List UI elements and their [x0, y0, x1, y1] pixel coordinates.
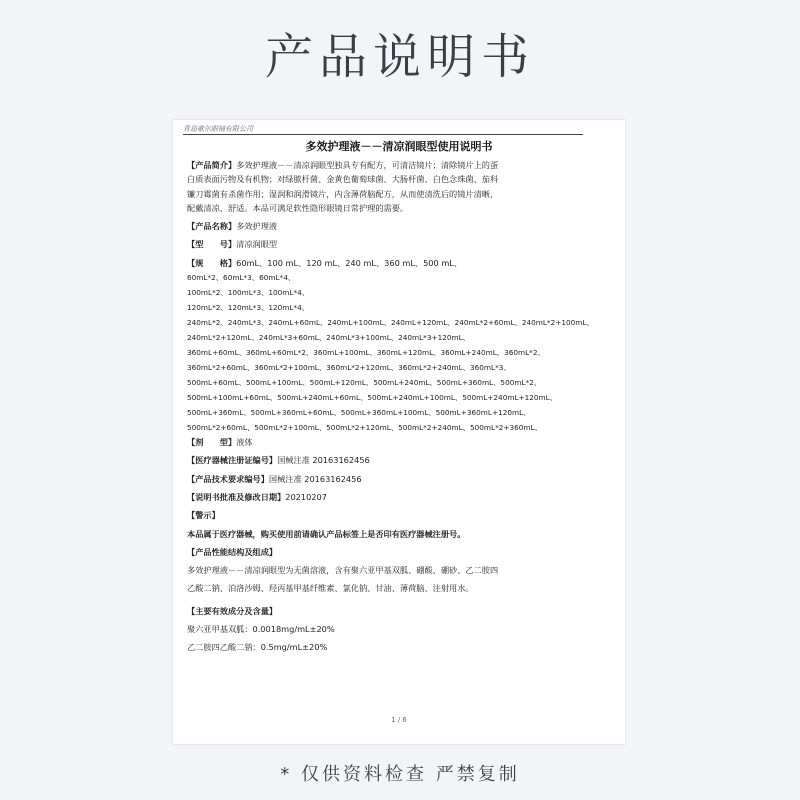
- intro-line: 镰刀霉菌有杀菌作用；湿润和润滑镜片，内含薄荷脑配方，从而使清洗后的镜片清晰，: [187, 188, 499, 199]
- document-page: [173, 120, 625, 744]
- spec-line: 500mL*2+60mL、500mL*2+100mL、500mL*2+120mL、500mL*2+240mL、500mL*2+360mL、: [187, 423, 542, 433]
- ingredients-label: 【主要有效成分及含量】: [187, 605, 278, 616]
- intro-line: 配戴清凉、舒适。本品可满足软性隐形眼镜日常护理的需要。: [187, 202, 409, 213]
- registration-row: [187, 453, 611, 467]
- composition-line: 乙酸二钠、泊洛沙姆、羟丙基甲基纤维素、氯化钠、甘油、薄荷脑、注射用水。: [187, 583, 474, 594]
- spec-line: 60mL*2、60mL*3、60mL*4、: [187, 273, 296, 283]
- spec-line: 120mL*2、120mL*3、120mL*4、: [187, 303, 310, 313]
- composition-line: 多效护理液－－清凉润眼型为无菌溶液，含有聚六亚甲基双胍、硼酸、硼砂、乙二胺四: [187, 565, 499, 576]
- spec-first-line: 60mL、100 mL、120 mL、240 mL、360 mL、500 mL、: [236, 257, 463, 268]
- spec-line: 100mL*2、100mL*3、100mL*4、: [187, 288, 310, 298]
- tech-requirement-value: 国械注准 20163162456: [268, 473, 362, 484]
- footer-note: * 仅供资料检查 严禁复制: [280, 764, 520, 785]
- intro-line: 白质表面污物及有机物；对绿脓杆菌、金黄色葡萄球菌、大肠杆菌、白色念珠菌、茄科: [187, 174, 499, 185]
- product-name-value: 多效护理液: [236, 221, 278, 232]
- product-name-label: 【产品名称】: [187, 221, 237, 232]
- approval-date-value: 20210207: [285, 491, 327, 502]
- spec-line: 240mL*2、240mL*3、240mL+60mL、240mL+100mL、240mL+120mL、240mL*2+60mL、240mL*2+100mL、: [187, 318, 594, 328]
- tech-requirement-row: [187, 472, 611, 486]
- spec-line: 240mL*2+120mL、240mL*3+60mL、240mL*3+100mL、240mL*3+120mL、: [187, 333, 470, 343]
- approval-date-label: 【说明书批准及修改日期】: [187, 491, 286, 502]
- document-body: [187, 158, 611, 655]
- ingredient-line: 聚六亚甲基双胍：0.0018mg/mL±20%: [187, 624, 335, 635]
- spec-row: [187, 256, 611, 270]
- ingredient-line: 乙二胺四乙酸二钠：0.5mg/mL±20%: [187, 642, 328, 653]
- spec-line: 500mL+100mL+60mL、500mL+240mL+60mL、500mL+240mL+100mL、500mL+240mL+120mL、: [187, 393, 558, 403]
- warning-label: 【警示】: [187, 510, 220, 521]
- model-row: [187, 237, 611, 251]
- dosage-form-value: 液体: [236, 437, 253, 448]
- warning-text: 本品属于医疗器械，购买使用前请确认产品标签上是否印有医疗器械注册号。: [187, 528, 466, 539]
- product-name-row: [187, 219, 611, 233]
- spec-label: 【规 格】: [187, 257, 237, 268]
- company-name: 青岛歌尔眼镜有限公司: [183, 125, 253, 133]
- model-label: 【型 号】: [187, 239, 237, 250]
- document-title: 多效护理液－－清凉润眼型使用说明书: [305, 140, 493, 153]
- registration-label: 【医疗器械注册证编号】: [187, 455, 278, 466]
- approval-date-row: [187, 490, 611, 504]
- header-divider: [183, 134, 583, 135]
- dosage-form-row: [187, 435, 611, 449]
- page-number: 1 / 6: [391, 716, 407, 724]
- intro-label: 【产品简介】: [187, 160, 237, 170]
- composition-label: 【产品性能结构及组成】: [187, 546, 278, 557]
- registration-value: 国械注准 20163162456: [277, 455, 370, 466]
- page-title: 产品说明书: [264, 29, 535, 85]
- spec-line: 500mL+360mL、500mL+360mL+60mL、500mL+360mL+100mL、500mL+360mL+120mL、: [187, 408, 531, 418]
- tech-requirement-label: 【产品技术要求编号】: [187, 473, 269, 484]
- spec-line: 360mL+60mL、360mL+60mL*2、360mL+100mL、360mL+120mL、360mL+240mL、360mL*2、: [187, 348, 545, 358]
- spec-line: 500mL+60mL、500mL+100mL、500mL+120mL、500mL+240mL、500mL+360mL、500mL*2、: [187, 378, 542, 388]
- spec-line: 360mL*2+60mL、360mL*2+100mL、360mL*2+120mL、360mL*2+240mL、360mL*3、: [187, 363, 511, 373]
- model-value: 清凉润眼型: [236, 239, 278, 250]
- intro-text: 多效护理液－－清凉润眼型独具专有配方，可清洁镜片；清除镜片上的蛋: [236, 160, 499, 170]
- dosage-form-label: 【剂 型】: [187, 437, 237, 448]
- intro-line: [187, 158, 611, 172]
